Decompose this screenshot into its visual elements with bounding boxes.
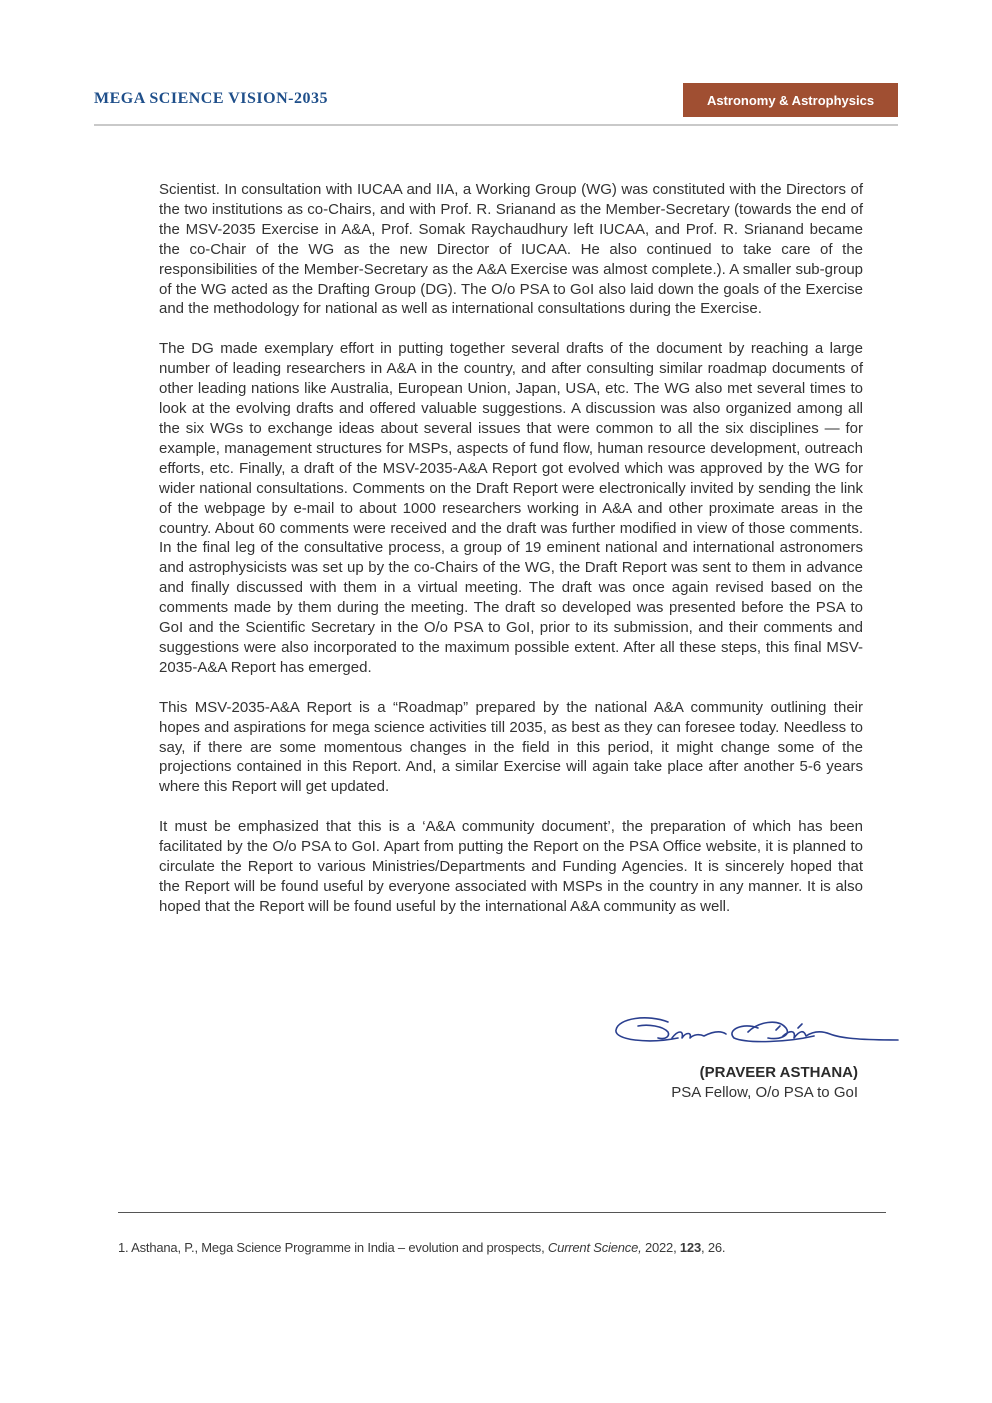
paragraph-3: This MSV-2035-A&A Report is a “Roadmap” prepared by the national A&A community outlining their hopes and aspirations for mega science activities till 2035, as best as they can foresee today. Needless to say, if there are some momentous changes in the field in this period, it might change some of the projections contained in this Report. And, a similar Exercise will again take place after another 5-6 years where this Report will get updated. (159, 698, 863, 796)
footnote-year: 2022, (641, 1240, 680, 1255)
signatory-title: PSA Fellow, O/o PSA to GoI (671, 1084, 858, 1101)
paragraph-2: The DG made exemplary effort in putting together several drafts of the document by reaching a large number of leading researchers in A&A in the country, and after consulting similar roadmap documents of other leading nations like Australia, European Union, Japan, USA, etc. The WG also met several times to look at the evolving drafts and offered valuable suggestions. A discussion was also organized among all the six WGs to exchange ideas about several issues that were common to all the six disciplines — for example, management structures for MSPs, aspects of fund flow, human resource development, outreach efforts, etc. Finally, a draft of the MSV-2035-A&A Report got evolved which was approved by the WG for wider national consultations. Comments on the Draft Report were electronically invited by sending the link of the webpage by e-mail to about 1000 researchers working in A&A and other proximate areas in the country. About 60 comments were received and the draft was further modified in view of those comments. In the final leg of the consultative process, a group of 19 eminent national and international astronomers and astrophysicists was set up by the co-Chairs of the WG, the Draft Report was sent to them in advance and finally discussed with them in a virtual meeting. The draft was once again revised based on the comments made by them during the meeting. The draft so developed was presented before the PSA to GoI and the Scientific Secretary in the O/o PSA to GoI, prior to its submission, and their comments and suggestions were also incorporated to the maximum possible extent. After all these steps, this final MSV-2035-A&A Report has emerged. (159, 340, 863, 676)
body-text (159, 180, 863, 937)
paragraph-1: Scientist. In consultation with IUCAA and IIA, a Working Group (WG) was constituted with the Directors of the two institutions as co-Chairs, and with Prof. R. Srianand as the Member-Secretary (towards the end of the MSV-2035 Exercise in A&A, Prof. Somak Raychaudhury left IUCAA, and Prof. R. Srianand became the co-Chair of the WG as the new Director of IUCAA. He also continued to take care of the responsibilities of the Member-Secretary as the A&A Exercise was almost complete.). A smaller sub-group of the WG acted as the Drafting Group (DG). The O/o PSA to GoI also laid down the goals of the Exercise and the methodology for national as well as international consultations during the Exercise. (159, 181, 863, 318)
signature-block (600, 1008, 900, 1108)
footnote (118, 1240, 878, 1255)
footnote-divider (118, 1212, 886, 1213)
section-badge: Astronomy & Astrophysics (683, 83, 898, 117)
header-divider (94, 124, 898, 126)
header-title: MEGA SCIENCE VISION-2035 (94, 90, 328, 107)
footnote-journal: Current Science, (547, 1240, 642, 1255)
footnote-pages: , 26. (701, 1240, 726, 1255)
handwritten-signature (608, 1008, 908, 1058)
footnote-volume: 123 (679, 1240, 701, 1255)
footnote-citation: 1. Asthana, P., Mega Science Programme in India – evolution and prospects, (118, 1240, 548, 1255)
paragraph-4: It must be emphasized that this is a ‘A&A community document’, the preparation of which has been facilitated by the O/o PSA to GoI. Apart from putting the Report on the PSA Office website, it is planned to circulate the Report to various Ministries/Departments and Funding Agencies. It is sincerely hoped that the Report will be found useful by everyone associated with MSPs in the country in any manner. It is also hoped that the Report will be found useful by the international A&A community as well. (159, 818, 863, 915)
signatory-name: (PRAVEER ASTHANA) (699, 1064, 858, 1081)
